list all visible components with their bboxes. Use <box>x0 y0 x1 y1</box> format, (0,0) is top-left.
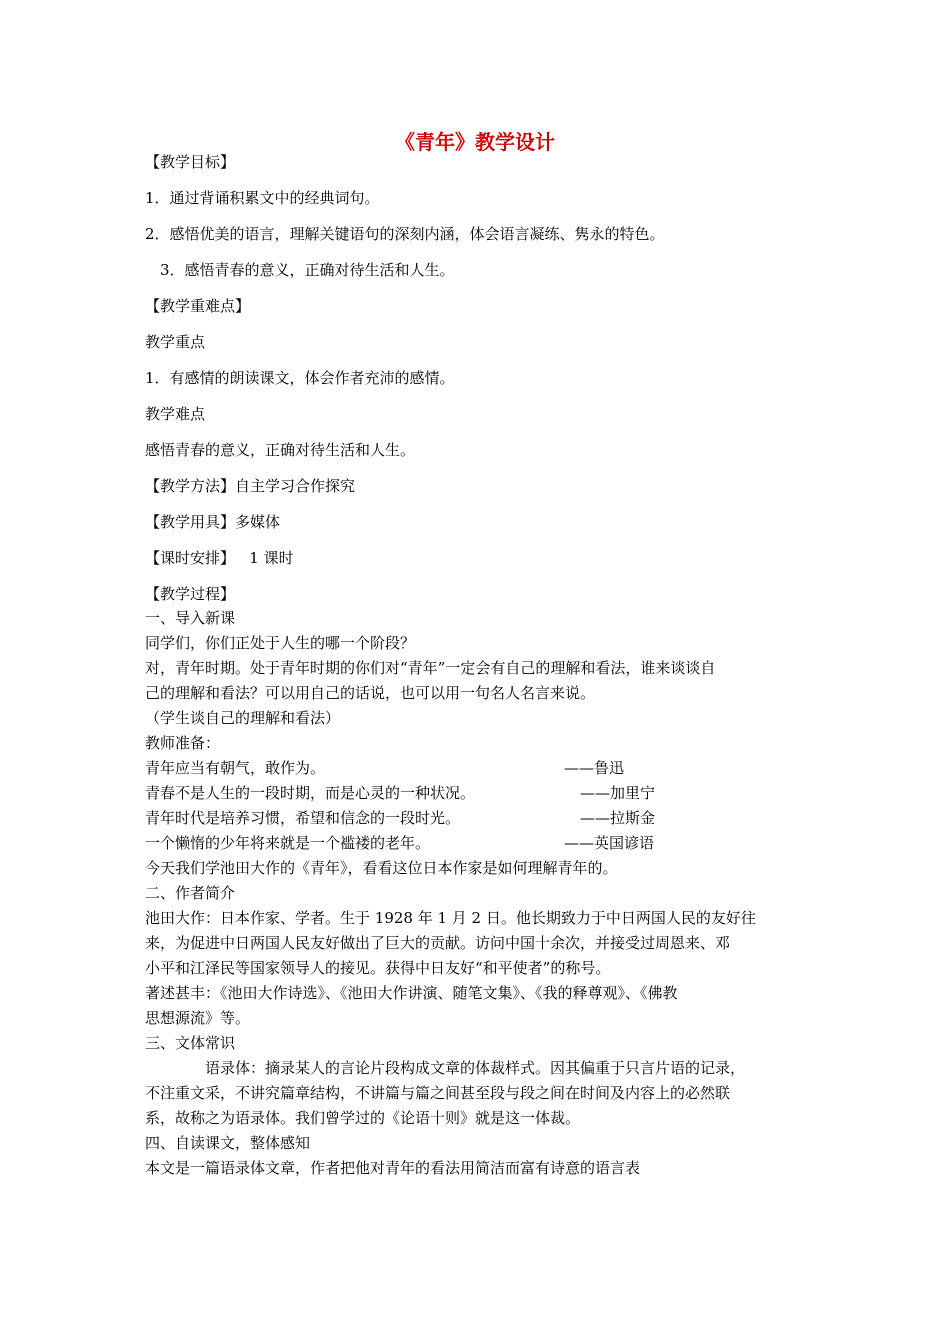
class-schedule: 【课时安排】 1 课时 <box>145 549 294 567</box>
section-2-para-1a: 池田大作：日本作家、学者。生于 1928 年 1 月 2 日。他长期致力于中日两国人民的友好往 <box>145 909 756 927</box>
teaching-tools: 【教学用具】多媒体 <box>145 513 281 531</box>
section-3-title: 三、文体常识 <box>145 1034 236 1052</box>
section-3-para-1a: 语录体：摘录某人的言论片段构成文章的体裁样式。因其偏重于只言片语的记录， <box>205 1059 746 1077</box>
section-1-para-3: （学生谈自己的理解和看法） <box>145 709 341 727</box>
quote-text: 一个懒惰的少年将来就是一个褴褛的老年。 <box>145 834 431 852</box>
quote-text: 青春不是人生的一段时期，而是心灵的一种状况。 <box>145 784 476 802</box>
quote-source: ——拉斯金 <box>580 809 656 827</box>
section-1-para-1: 同学们，你们正处于人生的哪一个阶段？ <box>145 634 416 652</box>
teaching-method: 【教学方法】自主学习合作探究 <box>145 477 356 495</box>
section-3-para-1c: 系，故称之为语录体。我们曾学过的《论语十则》就是这一体裁。 <box>145 1109 581 1127</box>
key-point-1: 1．有感情的朗读课文，体会作者充沛的感情。 <box>145 369 455 387</box>
section-4-title: 四、自读课文，整体感知 <box>145 1134 311 1152</box>
quote-source: ——英国谚语 <box>564 834 655 852</box>
section-1-title: 一、导入新课 <box>145 609 236 627</box>
difficulty-1: 感悟青春的意义，正确对待生活和人生。 <box>145 441 416 459</box>
process-header: 【教学过程】 <box>145 585 236 603</box>
section-1-para-2b: 己的理解和看法？可以用自己的话说，也可以用一句名人名言来说。 <box>145 684 596 702</box>
section-1-para-2a: 对，青年时期。处于青年时期的你们对“青年”一定会有自己的理解和看法，谁来谈谈自 <box>145 659 716 677</box>
section-4-para-1: 本文是一篇语录体文章，作者把他对青年的看法用简洁而富有诗意的语言表 <box>145 1159 641 1177</box>
quote-source: ——鲁迅 <box>564 759 625 777</box>
section-2-para-2a: 著述甚丰：《池田大作诗选》、《池田大作讲演、随笔文集》、《我的释尊观》、《佛教 <box>145 984 678 1002</box>
section-2-para-1b: 来，为促进中日两国人民友好做出了巨大的贡献。访问中国十余次，并接受过周恩来、邓 <box>145 934 731 952</box>
section-3-para-1b: 不注重文采，不讲究篇章结构，不讲篇与篇之间甚至段与段之间在时间及内容上的必然联 <box>145 1084 731 1102</box>
section-2-title: 二、作者简介 <box>145 884 236 902</box>
difficulty-label: 教学难点 <box>145 405 206 423</box>
quote-text: 青年应当有朝气，敢作为。 <box>145 759 326 777</box>
section-1-para-5: 今天我们学池田大作的《青年》，看看这位日本作家是如何理解青年的。 <box>145 859 618 877</box>
quote-text: 青年时代是培养习惯，希望和信念的一段时光。 <box>145 809 461 827</box>
key-point-label: 教学重点 <box>145 333 206 351</box>
goal-2: 2．感悟优美的语言，理解关键语句的深刻内涵，体会语言凝练、隽永的特色。 <box>145 225 665 243</box>
key-header: 【教学重难点】 <box>145 297 251 315</box>
document-title: 《青年》教学设计 <box>395 130 555 154</box>
goal-1: 1．通过背诵积累文中的经典词句。 <box>145 189 380 207</box>
goal-3: 3．感悟青春的意义，正确对待生活和人生。 <box>160 261 455 279</box>
goals-header: 【教学目标】 <box>145 153 236 171</box>
section-2-para-1c: 小平和江泽民等国家领导人的接见。获得中日友好“和平使者”的称号。 <box>145 959 611 977</box>
section-1-para-4: 教师准备： <box>145 734 221 752</box>
quote-source: ——加里宁 <box>580 784 656 802</box>
section-2-para-2b: 思想源流》等。 <box>145 1009 251 1027</box>
